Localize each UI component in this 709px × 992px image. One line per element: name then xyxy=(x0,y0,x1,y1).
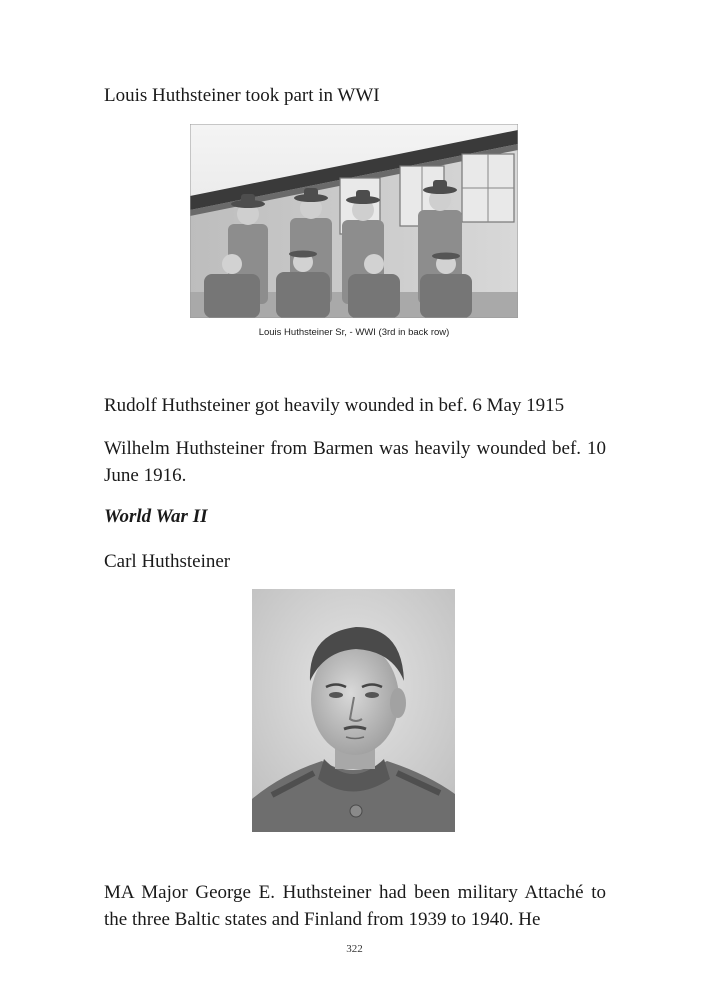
paragraph-carl: Carl Huthsteiner xyxy=(104,551,231,572)
portrait-photo-image xyxy=(252,589,455,832)
wwi-group-photo-image xyxy=(190,124,518,318)
paragraph-rudolf: Rudolf Huthsteiner got heavily wounded in bef. 6 May 1915 xyxy=(104,395,565,416)
page-number: 322 xyxy=(346,943,363,955)
section-heading-world-war-ii: World War II xyxy=(104,506,208,527)
paragraph-wilhelm: Wilhelm Huthsteiner from Barmen was heavily wounded bef. 10 June 1916. xyxy=(104,438,606,486)
wwi-group-photo xyxy=(190,124,518,318)
portrait-photo xyxy=(252,589,455,832)
paragraph-george: MA Major George E. Huthsteiner had been military Attaché to the three Baltic states and Finland from 1939 to 1940. He xyxy=(104,882,606,930)
paragraph-louis-wwi: Louis Huthsteiner took part in WWI xyxy=(104,85,380,106)
wwi-photo-caption: Louis Huthsteiner Sr, - WWI (3rd in back row) xyxy=(258,327,450,338)
